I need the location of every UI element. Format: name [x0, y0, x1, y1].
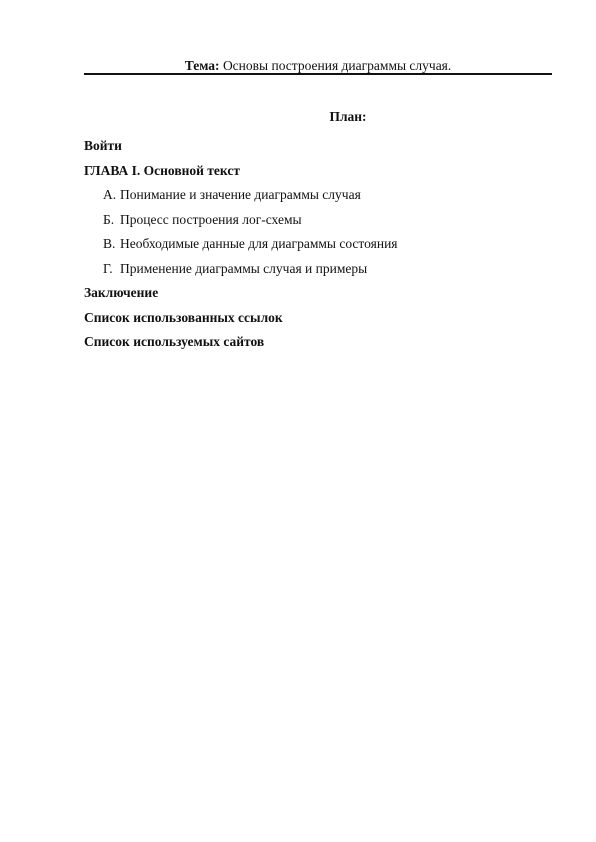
toc-subitem-text: Процесс построения лог-схемы	[120, 211, 302, 227]
table-of-contents	[84, 134, 552, 355]
toc-subitem-b	[84, 208, 552, 233]
toc-subitem-marker: Б.	[103, 211, 115, 227]
topic-text: Основы построения диаграммы случая.	[222, 58, 452, 73]
toc-item-intro: Войти	[84, 138, 122, 153]
plan-title: План:	[329, 109, 367, 124]
toc-subitem-a	[84, 183, 552, 208]
toc-subitem-text: Понимание и значение диаграммы случая	[120, 187, 361, 202]
toc-subitem-text: Необходимые данные для диаграммы состояния	[120, 236, 398, 251]
toc-subitem-marker: В.	[103, 236, 116, 251]
header-divider	[84, 73, 552, 75]
toc-item-references: Список использованных ссылок	[84, 309, 283, 325]
toc-item-chapter-1: ГЛАВА I. Основной текст	[84, 162, 240, 178]
toc-item-websites: Список используемых сайтов	[84, 334, 265, 349]
toc-item-conclusion: Заключение	[84, 285, 159, 300]
toc-subitem-text: Применение диаграммы случая и примеры	[120, 260, 368, 276]
toc-subitem-marker: Г.	[103, 260, 113, 276]
toc-subitem-marker: А.	[103, 187, 117, 202]
toc-subitem-v	[84, 232, 552, 257]
topic-label: Тема:	[184, 58, 220, 73]
toc-subitem-g	[84, 257, 552, 282]
